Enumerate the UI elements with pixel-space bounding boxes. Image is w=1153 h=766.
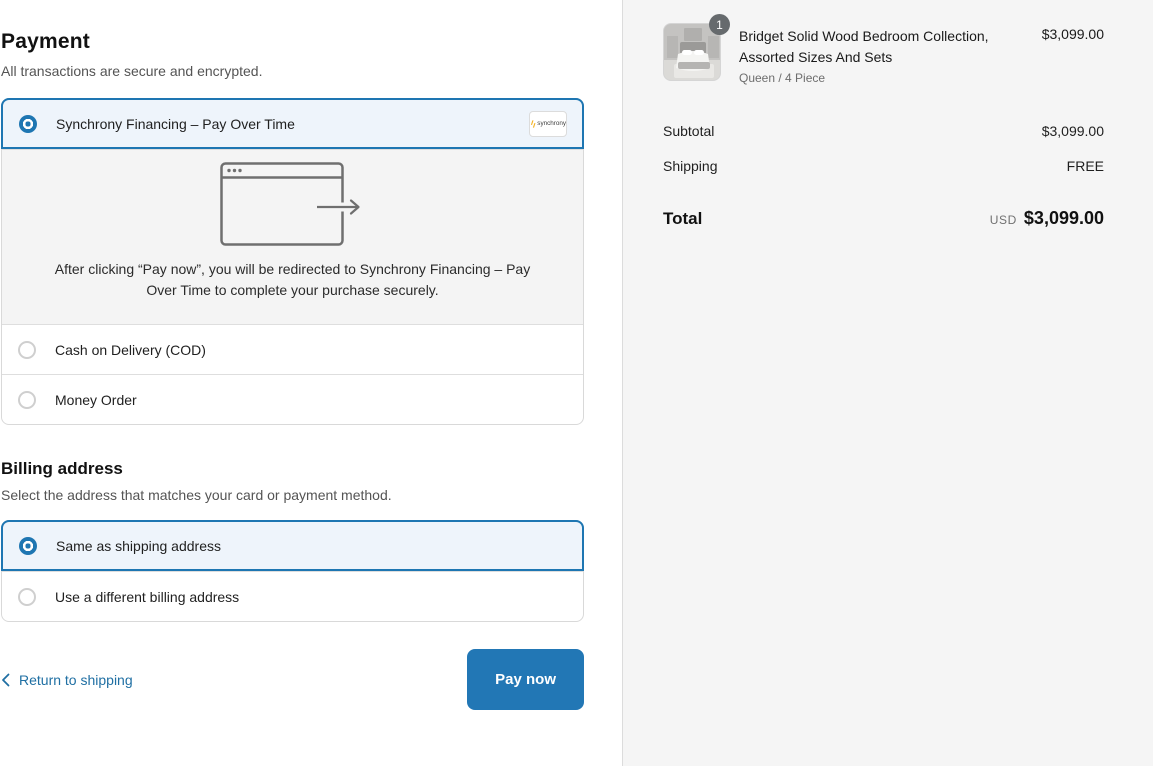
billing-address-section <box>1 459 584 622</box>
subtotal-label: Subtotal <box>663 123 715 139</box>
shipping-label: Shipping <box>663 158 718 174</box>
chevron-left-icon <box>1 673 10 687</box>
subtotal-value: $3,099.00 <box>1041 123 1104 139</box>
return-to-shipping-label: Return to shipping <box>19 671 133 688</box>
synchrony-spark-icon <box>530 119 536 129</box>
payment-option-label: Cash on Delivery (COD) <box>55 341 206 358</box>
billing-subtitle: Select the address that matches your card or payment method. <box>1 487 392 503</box>
payment-option-cod[interactable] <box>2 324 583 374</box>
order-summary-column <box>622 0 1153 766</box>
total-money <box>990 208 1104 229</box>
cart-line-item <box>663 17 1104 85</box>
quantity-badge: 1 <box>709 14 730 35</box>
browser-redirect-illustration <box>220 162 366 246</box>
return-to-shipping-link[interactable] <box>1 672 133 688</box>
radio-selected-icon[interactable] <box>19 537 37 555</box>
radio-unselected-icon[interactable] <box>18 391 36 409</box>
payment-option-synchrony[interactable] <box>1 98 584 149</box>
billing-option-label: Same as shipping address <box>56 537 221 554</box>
synchrony-wordmark: synchrony <box>537 120 566 127</box>
product-price: $3,099.00 <box>1041 26 1104 42</box>
radio-unselected-icon[interactable] <box>18 588 36 606</box>
shipping-value: FREE <box>1066 158 1104 174</box>
pay-now-button[interactable]: Pay now <box>467 649 584 710</box>
total-row <box>663 208 1104 229</box>
redirect-notice: After clicking “Pay now”, you will be redirected to Synchrony Financing – Pay Over Time to complete your purchase securely. <box>54 261 531 298</box>
redirect-info-panel <box>2 149 583 324</box>
total-amount: $3,099.00 <box>1023 208 1104 228</box>
payment-method-group <box>1 98 584 425</box>
billing-option-group <box>1 520 584 622</box>
total-label: Total <box>663 209 703 228</box>
payment-option-label: Synchrony Financing – Pay Over Time <box>56 115 295 132</box>
radio-selected-icon[interactable] <box>19 115 37 133</box>
synchrony-logo-badge <box>529 111 567 137</box>
payment-option-label: Money Order <box>55 391 137 408</box>
payment-option-money-order[interactable] <box>2 374 583 424</box>
total-currency: USD <box>989 213 1017 227</box>
payment-subtitle: All transactions are secure and encrypted. <box>1 63 263 79</box>
billing-title: Billing address <box>1 459 123 478</box>
billing-option-different-address[interactable] <box>2 571 583 621</box>
page-title: Payment <box>1 30 90 53</box>
shipping-row <box>663 158 1104 174</box>
product-variant: Queen / 4 Piece <box>739 71 826 85</box>
radio-unselected-icon[interactable] <box>18 341 36 359</box>
product-thumbnail-wrap <box>663 17 723 81</box>
product-info <box>721 23 1042 85</box>
product-title: Bridget Solid Wood Bedroom Collection, Assorted Sizes And Sets <box>739 28 989 65</box>
billing-option-label: Use a different billing address <box>55 588 240 605</box>
form-footer <box>1 649 584 710</box>
subtotal-row <box>663 123 1104 139</box>
billing-option-same-address[interactable] <box>1 520 584 571</box>
cost-summary <box>663 123 1104 229</box>
